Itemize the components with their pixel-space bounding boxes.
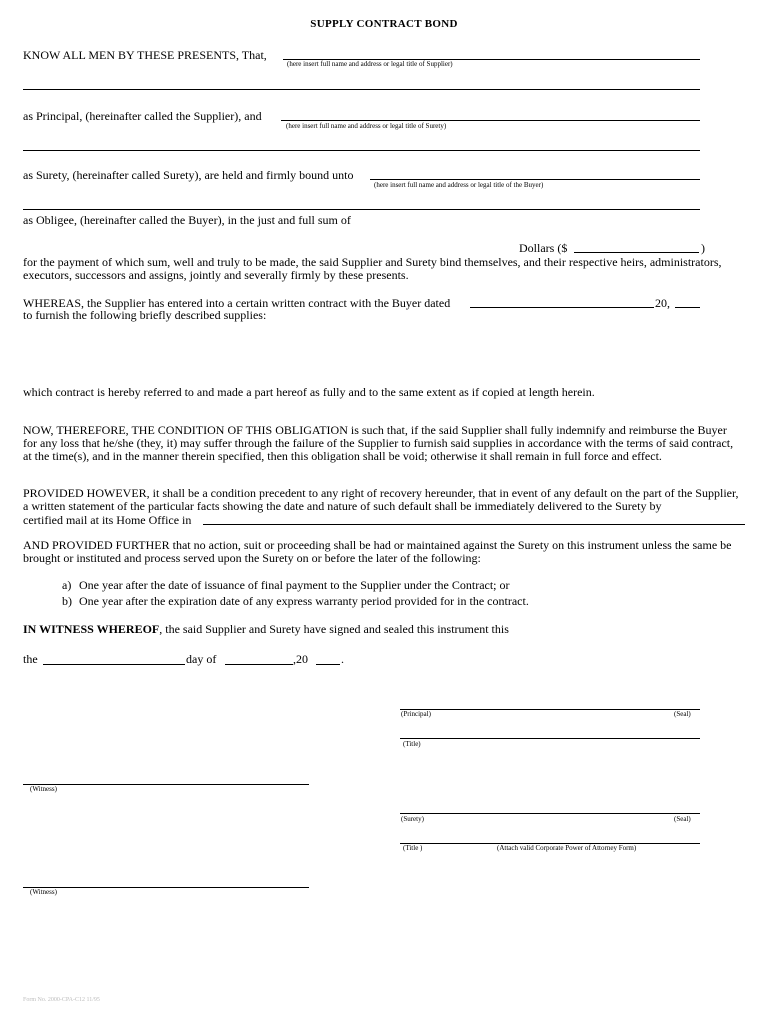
date-the-label: the [23,652,38,666]
witness-whereof-text: , the said Supplier and Surety have signed and sealed this instrument this [159,622,509,636]
now-therefore-paragraph: NOW, THEREFORE, THE CONDITION OF THIS OBLIGATION is such that, if the said Supplier shall fully indemnify and reimburse the Buyer for any loss that he/she (they, it) may suffer through the failure of the Supplier to furnish said supplies in accordance with the terms of said contract, at the time(s), and in the manner therein specified, then this obligation shall be void; otherwise it shall remain in full force and effect. [23,423,734,463]
buyer-address-field[interactable] [23,209,700,210]
dollars-amount-field[interactable] [574,252,699,253]
surety-text: as Surety, (hereinafter called Surety), are held and firmly bound unto [23,168,354,182]
date-year-label: ,20 [293,652,308,666]
whereas-year: 20, [655,296,670,310]
know-all-men-text: KNOW ALL MEN BY THESE PRESENTS, That, [23,48,267,62]
surety-label: (Surety) [401,815,424,823]
contract-year-field[interactable] [675,307,700,308]
dollars-close: ) [701,241,705,255]
day-field[interactable] [43,664,185,665]
condition-a-label: a) [62,578,72,592]
obligee-text: as Obligee, (hereinafter called the Buyer), in the just and full sum of [23,213,351,227]
condition-b-text: One year after the expiration date of any express warranty period provided for in the contract. [79,594,529,608]
whereas-text: WHEREAS, the Supplier has entered into a certain written contract with the Buyer dated [23,296,451,310]
seal-label-2: (Seal) [674,815,691,823]
surety-caption: (here insert full name and address or legal title of Surety) [286,122,447,130]
witness-1-signature-line[interactable] [23,784,309,785]
supplier-address-field[interactable] [23,89,700,90]
power-of-attorney-note: (Attach valid Corporate Power of Attorney Form) [497,844,637,852]
home-office-field[interactable] [203,524,745,525]
buyer-name-field[interactable] [370,179,700,180]
date-day-of-label: day of [186,652,217,666]
buyer-caption: (here insert full name and address or legal title of the Buyer) [374,181,544,189]
seal-label-1: (Seal) [674,710,691,718]
title-label-1: (Title) [403,740,421,748]
contract-reference-text: which contract is hereby referred to and made a part hereof as fully and to the same extent as if copied at length herein. [23,385,595,399]
surety-address-field[interactable] [23,150,700,151]
principal-title-line[interactable] [400,738,700,739]
principal-label: (Principal) [401,710,431,718]
date-period: . [341,652,344,666]
principal-text: as Principal, (hereinafter called the Supplier), and [23,109,262,123]
year-field[interactable] [316,664,340,665]
witness-whereof-line [23,622,509,637]
form-number: Form No. 2000-CPA-C12 11/95 [23,997,100,1003]
surety-name-field[interactable] [281,120,700,121]
witness-1-label: (Witness) [30,785,57,793]
dollars-label: Dollars ($ [519,241,568,255]
provided-further-paragraph: AND PROVIDED FURTHER that no action, suit or proceeding shall be had or maintained against the Surety on this instrument unless the same be brought or instituted and process served upon the Surety on or before the later of the following: [23,538,732,565]
provided-however-paragraph: PROVIDED HOWEVER, it shall be a condition precedent to any right of recovery hereunder, that in event of any default on the part of the Supplier, a written statement of the particular facts showing the date and nature of such default shall be immediately delivered to the Surety by [23,486,739,513]
surety-signature-line[interactable] [400,813,700,814]
contract-date-field[interactable] [470,307,654,308]
document-title: SUPPLY CONTRACT BOND [310,18,458,30]
condition-a-text: One year after the date of issuance of final payment to the Supplier under the Contract; or [79,578,510,592]
witness-2-label: (Witness) [30,888,57,896]
payment-paragraph: for the payment of which sum, well and truly to be made, the said Supplier and Surety bind themselves, and their respective heirs, administrators, executors, successors and assigns, jointly and severally firmly by these presents. [23,255,722,282]
principal-signature-line[interactable] [400,709,700,710]
whereas-continuation: to furnish the following briefly described supplies: [23,308,267,322]
supplier-caption: (here insert full name and address or legal title of Supplier) [287,60,453,68]
witness-whereof-bold: IN WITNESS WHEREOF [23,622,160,636]
month-field[interactable] [225,664,293,665]
condition-b-label: b) [62,594,72,608]
title-label-2: (Title ) [403,844,423,852]
home-office-text: certified mail at its Home Office in [23,513,192,527]
witness-2-signature-line[interactable] [23,887,309,888]
